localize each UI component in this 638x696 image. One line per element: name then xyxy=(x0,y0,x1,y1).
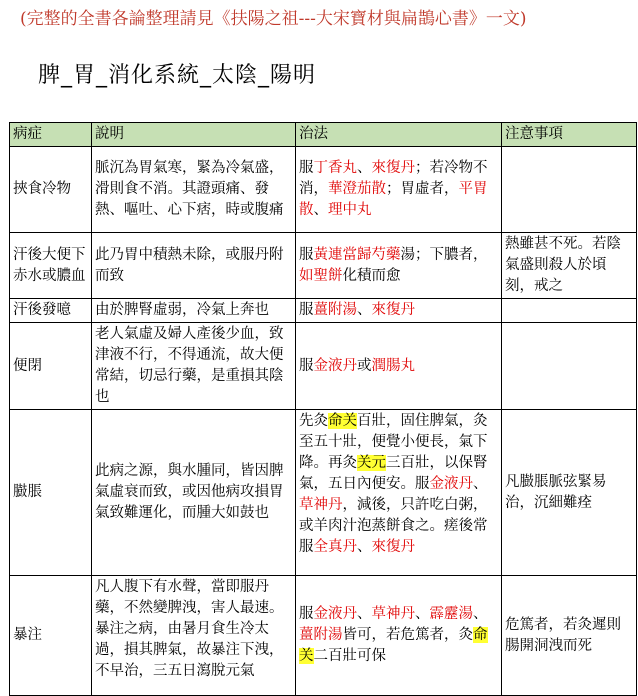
description-cell: 此病之源，與水腫同，皆因脾氣虛衰而致，或因他病攻損胃氣致難運化，而腫大如鼓也 xyxy=(92,410,296,576)
remedy-name: 全真丹 xyxy=(313,539,357,555)
treatment-text: 、 xyxy=(357,160,372,176)
treatment-cell xyxy=(296,299,502,323)
header-caution: 注意事項 xyxy=(502,123,637,147)
caution-cell xyxy=(502,299,637,323)
header-disease: 病症 xyxy=(10,123,92,147)
disease-cell: 臌脹 xyxy=(10,410,92,576)
treatment-text: 、 xyxy=(357,539,372,555)
remedy-name: 草神丹 xyxy=(299,497,343,513)
caution-cell: 危篤者，若灸遲則腸開洞洩而死 xyxy=(502,576,637,696)
remedy-name: 來復丹 xyxy=(371,302,415,318)
treatment-text: 服 xyxy=(299,302,314,318)
reference-note: (完整的全書各論整理請見《扶陽之祖---大宋寶材與扁鵲心書》一文) xyxy=(20,9,527,29)
table-row xyxy=(10,576,637,696)
treatment-text: 服 xyxy=(299,357,314,374)
table-header-row xyxy=(10,123,637,147)
table-row xyxy=(10,233,637,299)
treatment-text: ，減後，只許吃白粥，或羊肉汁泡蒸餅食之。瘥後常服 xyxy=(299,497,488,555)
treatment-cell xyxy=(296,576,502,696)
treatment-text: 服 xyxy=(299,606,314,622)
remedy-name: 霹靂湯 xyxy=(429,606,473,622)
symptom-table xyxy=(9,122,637,696)
treatment-cell xyxy=(296,147,502,233)
treatment-text: 、 xyxy=(357,302,372,318)
treatment-text: 皆可，若危篤者，灸 xyxy=(342,627,473,643)
remedy-name: 丁香丸 xyxy=(313,160,357,176)
caution-cell xyxy=(502,147,637,233)
treatment-text: ；若冷物不消， xyxy=(299,160,488,197)
table-row xyxy=(10,147,637,233)
treatment-text: 湯；下膿者， xyxy=(400,246,488,263)
treatment-text: 、 xyxy=(313,202,328,218)
treatment-text: 三百壯，以保腎氣，五日內便安。服 xyxy=(299,455,488,492)
remedy-name: 金液丹 xyxy=(313,606,357,622)
treatment-text: 、 xyxy=(415,606,430,622)
remedy-name: 華澄茄散 xyxy=(328,181,386,197)
table-row xyxy=(10,323,637,410)
disease-cell: 汗後大便下赤水或膿血 xyxy=(10,233,92,299)
caution-cell: 凡臌脹脈弦緊易治，沉細難痊 xyxy=(502,410,637,576)
table-body xyxy=(10,147,637,696)
treatment-text: 、 xyxy=(357,606,372,622)
remedy-name: 金液丹 xyxy=(313,357,357,374)
treatment-text: 先灸 xyxy=(299,413,328,429)
treatment-text: 服 xyxy=(299,160,314,176)
treatment-text: 或 xyxy=(357,357,372,374)
treatment-text: 二百壯可保 xyxy=(313,648,386,664)
header-description: 說明 xyxy=(92,123,296,147)
treatment-cell xyxy=(296,323,502,410)
treatment-cell xyxy=(296,233,502,299)
description-cell: 脈沉為胃氣寒，緊為冷氣盛，滑則食不消。其證頭痛、發熱、嘔吐、心下痞，時或腹痛 xyxy=(92,147,296,233)
treatment-text: 服 xyxy=(299,246,314,263)
disease-cell: 挾食冷物 xyxy=(10,147,92,233)
treatment-text: 百壯，固住脾氣，灸至五十壯，便覺小便長，氣下降。再灸 xyxy=(299,413,488,471)
caution-cell: 熱雖甚不死。若陰氣盛則殺人於頃刻，戒之 xyxy=(502,233,637,299)
description-cell: 老人氣虛及婦人產後少血，致津液不行，不得通流，故大便常結，切忌行藥，是重損其陰也 xyxy=(92,323,296,410)
description-cell: 由於脾腎虛弱，冷氣上奔也 xyxy=(92,299,296,323)
remedy-name: 薑附湯 xyxy=(299,627,343,643)
remedy-name: 理中丸 xyxy=(328,202,372,218)
treatment-text: ；胃虛者， xyxy=(386,181,459,197)
acupoint-highlight: 命关 xyxy=(299,627,488,664)
treatment-text: 、 xyxy=(473,606,488,622)
remedy-name: 如聖餅 xyxy=(299,267,343,284)
treatment-text: 化積而愈 xyxy=(342,267,401,284)
description-cell: 此乃胃中積熱未除，或服丹附而致 xyxy=(92,233,296,299)
remedy-name: 薑附湯 xyxy=(313,302,357,318)
description-cell: 凡人腹下有水聲，當即服丹藥，不然變脾洩，害人最速。暴注之病，由暑月食生冷太過，損其脾氣，故暴注下洩，不早治，三五日瀉脫元氣 xyxy=(92,576,296,696)
table-row xyxy=(10,410,637,576)
remedy-name: 金液丹 xyxy=(429,476,473,492)
acupoint-highlight: 命关 xyxy=(328,413,357,429)
page-title: 脾_胃_消化系統_太陰_陽明 xyxy=(38,63,317,88)
table-row xyxy=(10,299,637,323)
disease-cell: 暴注 xyxy=(10,576,92,696)
acupoint-highlight: 关元 xyxy=(357,455,386,471)
remedy-name: 草神丹 xyxy=(371,606,415,622)
remedy-name: 平胃散 xyxy=(299,181,488,218)
disease-cell: 便閉 xyxy=(10,323,92,410)
remedy-name: 來復丹 xyxy=(371,160,415,176)
remedy-name: 潤腸丸 xyxy=(371,357,415,374)
disease-cell: 汗後發噫 xyxy=(10,299,92,323)
remedy-name: 黃連當歸芍藥 xyxy=(313,246,401,263)
caution-cell xyxy=(502,323,637,410)
header-treatment: 治法 xyxy=(296,123,502,147)
treatment-text: 、 xyxy=(473,476,488,492)
remedy-name: 來復丹 xyxy=(371,539,415,555)
treatment-cell xyxy=(296,410,502,576)
